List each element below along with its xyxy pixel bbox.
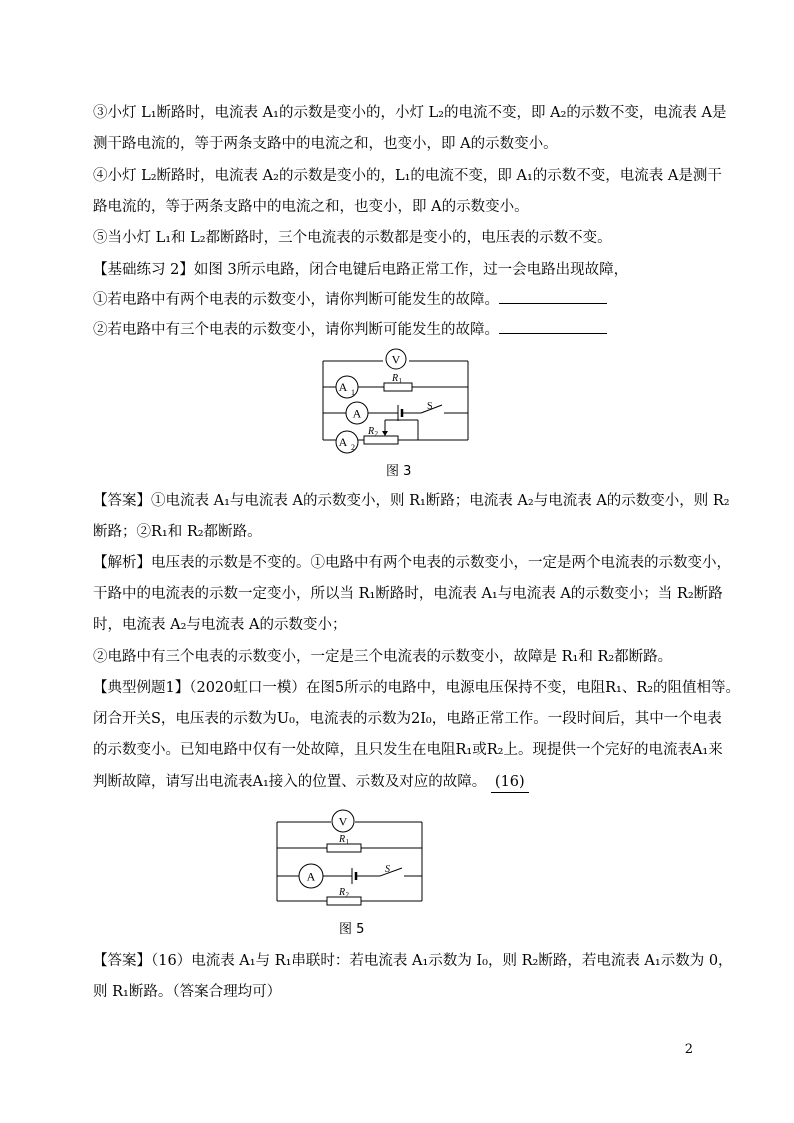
resistor-r1-subscript: 1: [398, 377, 402, 385]
ammeter-a-label: A: [352, 406, 362, 421]
answer-16-line-1: 【答案】（16）电流表 A₁与 R₁串联时：若电流表 A₁示数为 I₀，则 R₂断路，若电流表 A₁示数为 0，: [93, 953, 733, 969]
circuit-diagram-figure-5: [272, 806, 428, 908]
text-line-6: 【基础练习 2】如图 3所示电路，闭合电键后电路正常工作，过一会电路出现故障，: [93, 262, 629, 278]
voltmeter-label-fig5: V: [338, 814, 348, 829]
analysis-line-3: 时，电流表 A₂与电流表 A的示数变小；: [93, 617, 347, 633]
text-line-4: 路电流的，等于两条支路中的电流之和，也变小，即 A的示数变小。: [93, 199, 529, 215]
analysis-line-1: 【解析】电压表的示数是不变的。①电路中有两个电表的示数变小，一定是两个电流表的示数变小，: [93, 555, 731, 571]
text-line-2: 测干路电流的，等于两条支路中的电流之和，也变小，即 A的示数变小。: [93, 136, 558, 152]
example-line-4: [93, 772, 529, 793]
answer-line-2: 断路；②R₁和 R₂都断路。: [93, 524, 262, 540]
ammeter-a2-label: A: [338, 435, 348, 449]
resistor-r2-label: R: [368, 426, 375, 437]
question-line-2: [93, 319, 607, 340]
ammeter-a1-label: A: [338, 380, 348, 394]
answer-16-line-2: 则 R₁断路。（答案合理均可）: [93, 984, 282, 1000]
question-1-text: ①若电路中有两个电表的示数变小，请你判断可能发生的故障。: [93, 292, 499, 308]
analysis-line-2: 干路中的电流表的示数一定变小，所以当 R₁断路时，电流表 A₁与电流表 A的示数变小；当 R₂断路: [93, 586, 723, 602]
ammeter-a1-subscript: 1: [351, 388, 355, 397]
answer-blank-16[interactable]: (16): [491, 772, 529, 793]
figure-5-caption: 图 5: [339, 922, 365, 937]
ammeter-label-fig5: A: [306, 869, 316, 884]
example-line-2: 闭合开关S，电压表的示数为U₀，电流表的示数为2I₀，电路正常工作。一段时间后，其中一个电表: [93, 711, 722, 727]
analysis-line-4: ②电路中有三个电表的示数变小，一定是三个电流表的示数变小，故障是 R₁和 R₂都断路。: [93, 649, 673, 665]
ammeter-a2-subscript: 2: [351, 443, 355, 452]
resistor-r2-subscript-fig5: 2: [345, 891, 349, 899]
example-line-3: 的示数变小。已知电路中仅有一处故障，且只发生在电阻R₁或R₂上。现提供一个完好的电流表A₁来: [93, 742, 723, 758]
circuit-diagram-figure-3: [318, 345, 474, 457]
resistor-r2-subscript: 2: [374, 430, 378, 438]
resistor-r1-label: R: [392, 373, 399, 384]
question-line-1: [93, 289, 607, 310]
text-line-3: ④小灯 L₂断路时，电流表 A₂的示数是变小的，L₁的电流不变，即 A₁的示数不变，电流表 A是测干: [93, 168, 722, 184]
switch-label: S: [427, 401, 433, 412]
page-number: 2: [684, 1042, 693, 1057]
resistor-r1-subscript-fig5: 1: [345, 838, 349, 846]
answer-blank-2[interactable]: [499, 319, 607, 334]
answer-blank-1[interactable]: [499, 289, 607, 304]
switch-label-fig5: S: [385, 864, 390, 875]
question-2-text: ②若电路中有三个电表的示数变小，请你判断可能发生的故障。: [93, 322, 499, 338]
example-line-4-text: 判断故障，请写出电流表A₁接入的位置、示数及对应的故障。: [93, 774, 487, 790]
voltmeter-label: V: [391, 352, 401, 367]
figure-3-caption: 图 3: [386, 464, 412, 479]
text-line-1: ③小灯 L₁断路时，电流表 A₁的示数是变小的，小灯 L₂的电流不变，即 A₂的示数不变，电流表 A是: [93, 105, 727, 121]
resistor-r1-label-fig5: R: [339, 834, 346, 845]
example-line-1: 【典型例题1】（2020虹口一模）在图5所示的电路中，电源电压保持不变，电阻R₁、R₂的阻值相等。: [93, 680, 741, 696]
text-line-5: ⑤当小灯 L₁和 L₂都断路时，三个电流表的示数都是变小的，电压表的示数不变。: [93, 230, 612, 246]
resistor-r2-label-fig5: R: [339, 887, 346, 898]
answer-line-1: 【答案】①电流表 A₁与电流表 A的示数变小，则 R₁断路；电流表 A₂与电流表 A的示数变小，则 R₂: [93, 493, 730, 509]
